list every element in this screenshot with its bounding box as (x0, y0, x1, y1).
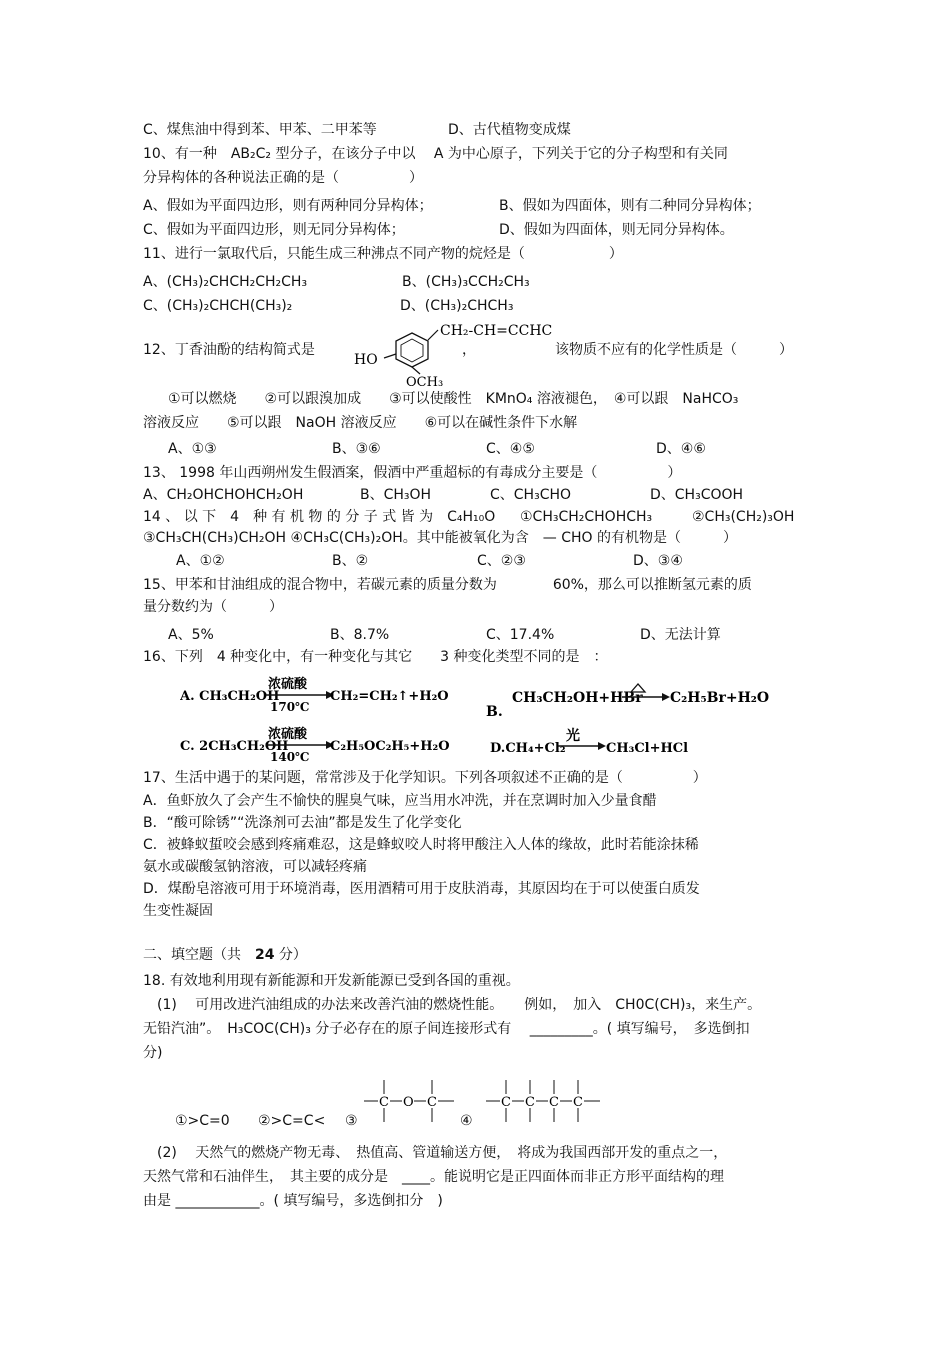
reaction-a (180, 672, 460, 714)
option-c-q11: C、(CH₃)₂CHCH(CH₃)₂ (143, 298, 293, 314)
reaction-b-left: CH₃CH₂OH+HBr (512, 690, 643, 706)
option-c-q17: C．被蜂蚁蜇咬会感到疼痛难忍，这是蜂蚁咬人时将甲酸注入人体的缘故，此时若能涂抹稀 (143, 837, 699, 853)
option-a-q10: A、假如为平面四边形，则有两种同分异构体； (143, 198, 433, 214)
option-d-q13: D、CH₃COOH (650, 487, 744, 503)
q18-part-2-cont2: 由是 ____________。( 填写编号，多选倒扣分 ) (143, 1193, 443, 1209)
reaction-a-condition-top: 浓硫酸 (268, 677, 308, 692)
question-11: 11、进行一氯取代后，只能生成三种沸点不同产物的烷烃是（ ） (143, 246, 623, 262)
reaction-c-right: C₂H₅OC₂H₅+H₂O (330, 739, 450, 754)
option-d-q15: D、无法计算 (640, 627, 721, 643)
bond-option-4-structure (484, 1074, 608, 1138)
question-17: 17、生活中遇于的某问题，常常涉及于化学知识。下列各项叙述不正确的是（ ） (143, 770, 707, 786)
option-d-q10: D、假如为四面体，则无同分异构体。 (499, 222, 734, 238)
option-c-q9: C、煤焦油中得到苯、甲苯、二甲苯等 (143, 122, 377, 138)
eugenol-structure (350, 318, 560, 390)
bond-option-3-label: ③ (345, 1113, 358, 1129)
q18-part-1-cont2: 分) (143, 1045, 163, 1061)
bond-option-4-c4: C (573, 1095, 583, 1110)
reaction-b-right: C₂H₅Br+H₂O (670, 690, 770, 706)
option-d-q14: D、③④ (633, 553, 683, 569)
reaction-c-left: C. 2CH₃CH₂OH (180, 739, 289, 754)
option-c-q13: C、CH₃CHO (490, 487, 572, 503)
option-d-q11: D、(CH₃)₂CHCH₃ (400, 298, 514, 314)
eugenol-ho: HO (354, 352, 378, 368)
reaction-d-condition-top: 光 (566, 728, 580, 744)
option-a-q15: A、5% (168, 627, 214, 643)
option-c-q10: C、假如为平面四边形，则无同分异构体； (143, 222, 405, 238)
reaction-b (486, 676, 786, 718)
question-12-stem: 该物质不应有的化学性质是（ ） (555, 342, 793, 358)
option-d-q17-cont: 生变性凝固 (143, 903, 213, 919)
q18-part-2-cont: 天然气常和石油伴生， 其主要的成分是 ____。能说明它是正四面体而非正方形平面结构的理 (143, 1169, 724, 1185)
reaction-a-right: CH₂=CH₂↑+H₂O (330, 689, 449, 704)
reaction-c (180, 722, 460, 764)
reaction-c-condition-top: 浓硫酸 (268, 727, 308, 742)
option-d-q12: D、④⑥ (656, 441, 706, 457)
bond-option-4-c2: C (525, 1095, 535, 1110)
reaction-a-condition-bottom: 170℃ (270, 700, 310, 714)
question-16: 16、下列 4 种变化中，有一种变化与其它 3 种变化类型不同的是 ： (143, 649, 608, 665)
option-b-q10: B、假如为四面体，则有二种同分异构体； (499, 198, 761, 214)
bond-option-2: ②>C=C< (258, 1113, 326, 1129)
section-2-heading: 二、填空题（共 24 分） (143, 947, 307, 963)
bond-option-3-c2: C (427, 1095, 437, 1110)
q18-part-1: (1) 可用改进汽油组成的办法来改善汽油的燃烧性能。 例如， 加入 CH0C(CH)₃，来生产。 (143, 997, 762, 1013)
option-d-q9: D、古代植物变成煤 (448, 122, 571, 138)
option-c-q17-cont: 氨水或碳酸氢钠溶液，可以减轻疼痛 (143, 859, 367, 875)
q14-compound-1: ①CH₃CH₂CHOHCH₃ (520, 509, 653, 525)
bond-option-3-o: O (403, 1095, 414, 1110)
question-13: 13、 1998 年山西朔州发生假酒案，假酒中严重超标的有毒成分主要是（ ） (143, 465, 682, 481)
option-a-q11: A、(CH₃)₂CHCH₂CH₂CH₃ (143, 274, 308, 290)
option-c-q14: C、②③ (477, 553, 526, 569)
bond-option-4-c1: C (501, 1095, 511, 1110)
reaction-a-left: A. CH₃CH₂OH (180, 689, 280, 704)
reaction-b-label: B. (486, 704, 503, 718)
option-c-q15: C、17.4% (486, 627, 555, 643)
question-12: 12、丁香油酚的结构简式是 (143, 342, 315, 358)
q12-statements-cont: 溶液反应 ⑤可以跟 NaOH 溶液反应 ⑥可以在碱性条件下水解 (143, 415, 578, 431)
reaction-d-right: CH₃Cl+HCl (606, 741, 689, 756)
bond-option-3-c1: C (379, 1095, 389, 1110)
bond-option-3-structure (362, 1074, 472, 1138)
bond-option-4-c3: C (549, 1095, 559, 1110)
question-15: 15、甲苯和甘油组成的混合物中，若碳元素的质量分数为 60%，那么可以推断氢元素的质 (143, 577, 752, 593)
bond-option-4-label: ④ (460, 1113, 473, 1129)
q12-statements: ①可以燃烧 ②可以跟溴加成 ③可以使酸性 KMnO₄ 溶液褪色， ④可以跟 NaHCO₃ (168, 391, 739, 407)
bond-option-1: ①>C=0 (175, 1113, 230, 1129)
option-a-q17: A．鱼虾放久了会产生不愉快的腥臭气味，应当用水冲洗，并在烹调时加入少量食醋 (143, 793, 657, 809)
option-b-q12: B、③⑥ (332, 441, 381, 457)
q14-compounds-3-4: ③CH₃CH(CH₃)CH₂OH ④CH₃C(CH₃)₂OH。其中能被氧化为含 — CHO 的有机物是（ ） (143, 530, 737, 546)
q18-part-2: (2) 天然气的燃烧产物无毒、 热值高、管道输送方便， 将成为我国西部开发的重点之一， (143, 1145, 728, 1161)
reaction-d-left: D.CH₄+Cl₂ (490, 741, 566, 756)
option-b-q15: B、8.7% (330, 627, 390, 643)
option-a-q14: A、①② (176, 553, 225, 569)
question-10: 10、有一种 AB₂C₂ 型分子，在该分子中以 A 为中心原子，下列关于它的分子构型和有关同 (143, 146, 728, 162)
reaction-c-condition-bottom: 140℃ (270, 750, 310, 764)
option-b-q11: B、(CH₃)₃CCH₂CH₃ (402, 274, 530, 290)
option-a-q13: A、CH₂OHCHOHCH₂OH (143, 487, 304, 503)
q18-part-1-cont: 无铅汽油”。 H₃COC(CH)₃ 分子必存在的原子间连接形式有 _________。( 填写编号， 多选倒扣 (143, 1021, 750, 1037)
option-b-q17: B．“酸可除锈”“洗涤剂可去油”都是发生了化学变化 (143, 815, 462, 831)
q12-comma: ， (462, 342, 476, 358)
eugenol-side-chain: CH₂-CH=CCHC (440, 323, 553, 339)
question-15-cont: 量分数约为（ ） (143, 599, 283, 615)
question-18: 18. 有效地利用现有新能源和开发新能源已受到各国的重视。 (143, 973, 520, 989)
option-a-q12: A、①③ (168, 441, 217, 457)
reaction-d (490, 724, 710, 760)
option-c-q12: C、④⑤ (486, 441, 535, 457)
question-14: 14 、 以 下 4 种 有 机 物 的 分 子 式 皆 为 C₄H₁₀O (143, 509, 496, 525)
option-d-q17: D．煤酚皂溶液可用于环境消毒，医用酒精可用于皮肤消毒，其原因均在于可以使蛋白质发 (143, 881, 700, 897)
q14-compound-2: ②CH₃(CH₂)₃OH (692, 509, 795, 525)
eugenol-och3: OCH₃ (406, 375, 444, 390)
question-10-cont: 分异构体的各种说法正确的是（ ） (143, 170, 423, 186)
option-b-q13: B、CH₃OH (360, 487, 432, 503)
option-b-q14: B、② (332, 553, 369, 569)
